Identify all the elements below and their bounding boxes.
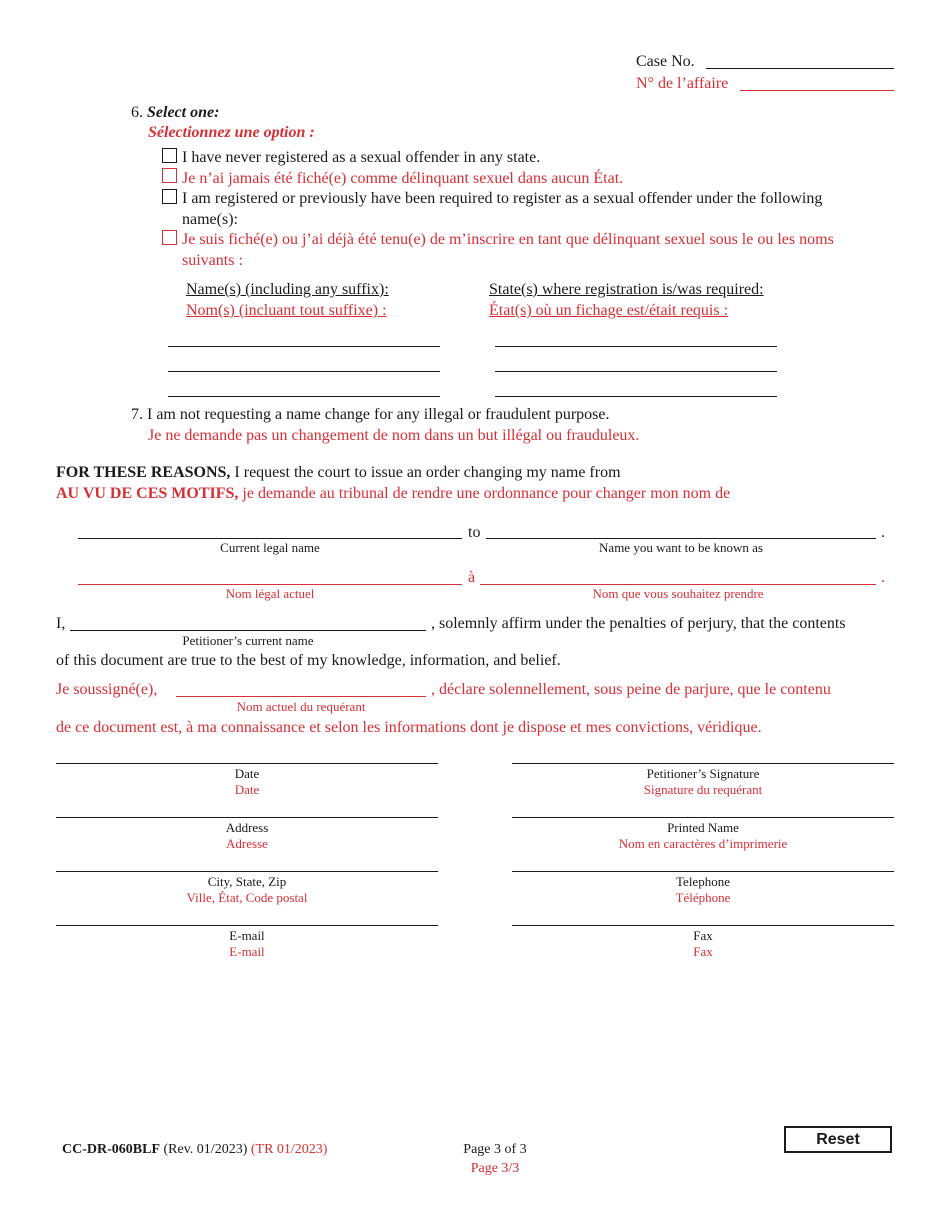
date-label: Date xyxy=(234,766,260,781)
page-label-fr: Page 3/3 xyxy=(470,1161,520,1176)
printed-name-label-fr: Nom en caractères d’imprimerie xyxy=(618,836,788,851)
fax-label-fr: Fax xyxy=(693,944,713,959)
item6-title: Select one: xyxy=(147,104,220,121)
item6-title-fr: Sélectionnez une option : xyxy=(148,124,315,141)
signature-caption xyxy=(512,766,894,798)
city-state-zip-label-fr: Ville, État, Code postal xyxy=(186,890,308,905)
names-header: Name(s) (including any suffix): xyxy=(186,281,389,298)
item7-text: 7. I am not requesting a name change for any illegal or fraudulent purpose. xyxy=(131,406,610,423)
affirm-after-fr: , déclare solennellement, sous peine de parjure, que le contenu xyxy=(431,681,831,698)
address-caption xyxy=(56,820,438,852)
case-no-underline-fr xyxy=(740,90,894,91)
city-state-zip-caption xyxy=(56,874,438,906)
names-header-fr: Nom(s) (incluant tout suffixe) : xyxy=(186,302,387,319)
name-line-1[interactable] xyxy=(168,346,440,365)
signature-label: Petitioner’s Signature xyxy=(646,766,760,781)
email-label: E-mail xyxy=(229,928,265,943)
reasons-bold-fr: AU VU DE CES MOTIFS, xyxy=(56,485,239,502)
printed-name-label: Printed Name xyxy=(667,820,739,835)
option2-text-fr-line2: suivants : xyxy=(182,252,243,269)
fax-caption xyxy=(512,928,894,960)
new-name-caption: Name you want to be known as xyxy=(599,540,763,555)
option2-text-fr-line1: Je suis fiché(e) ou j’ai déjà été tenu(e) de m’inscrire en tant que délinquant sexuel sous le ou les noms xyxy=(182,231,834,248)
name-line-2[interactable] xyxy=(168,371,440,390)
form-rev: (Rev. 01/2023) xyxy=(160,1142,248,1157)
affirm-line2-fr: de ce document est, à ma connaissance et selon les informations dont je dispose et mes convictions, véridique. xyxy=(56,719,762,736)
reasons-text xyxy=(56,463,621,483)
reset-button[interactable]: Reset xyxy=(784,1126,892,1153)
address-label-fr: Adresse xyxy=(226,836,268,851)
reasons-rest: I request the court to issue an order changing my name from xyxy=(230,464,621,481)
affirm-line2: of this document are true to the best of my knowledge, information, and belief. xyxy=(56,652,561,669)
current-legal-name-caption: Current legal name xyxy=(220,540,320,555)
telephone-label-fr: Téléphone xyxy=(675,890,731,905)
states-header: State(s) where registration is/was required: xyxy=(489,281,764,298)
reasons-text-fr xyxy=(56,484,730,504)
case-no-label-fr: N° de l’affaire xyxy=(636,75,729,92)
page-number xyxy=(430,1140,560,1178)
form-tr: (TR 01/2023) xyxy=(247,1142,328,1157)
reasons-bold: FOR THESE REASONS, xyxy=(56,464,231,481)
form-id: CC-DR-060BLF xyxy=(62,1142,160,1157)
city-state-zip-label: City, State, Zip xyxy=(207,874,287,889)
signature-label-fr: Signature du requérant xyxy=(643,782,763,797)
period: . xyxy=(881,524,885,541)
affirm-after: , solemnly affirm under the penalties of perjury, that the contents xyxy=(431,615,846,632)
printed-name-caption xyxy=(512,820,894,852)
option1-checkbox-fr[interactable] xyxy=(162,168,177,183)
petitioner-name-caption: Petitioner’s current name xyxy=(182,633,314,648)
period-fr: . xyxy=(881,569,885,586)
affirm-i-label: I, xyxy=(56,615,66,632)
telephone-label: Telephone xyxy=(676,874,730,889)
date-caption xyxy=(56,766,438,798)
address-label: Address xyxy=(225,820,269,835)
option2-checkbox-fr[interactable] xyxy=(162,230,177,245)
new-name-caption-fr: Nom que vous souhaitez prendre xyxy=(592,586,764,601)
reasons-rest-fr: je demande au tribunal de rendre une ordonnance pour changer mon nom de xyxy=(238,485,731,502)
page-label: Page 3 of 3 xyxy=(463,1142,527,1157)
email-caption xyxy=(56,928,438,960)
telephone-caption xyxy=(512,874,894,906)
affirm-i-label-fr: Je soussigné(e), xyxy=(56,681,158,698)
item7-text-fr: Je ne demande pas un changement de nom dans un but illégal ou frauduleux. xyxy=(148,427,640,444)
item6-header xyxy=(131,103,219,123)
form-id-line xyxy=(62,1141,327,1159)
case-no-field[interactable] xyxy=(706,68,894,87)
states-header-fr: État(s) où un fichage est/était requis : xyxy=(489,302,729,319)
option1-text-fr: Je n’ai jamais été fiché(e) comme délinquant sexuel dans aucun État. xyxy=(182,170,624,187)
email-label-fr: E-mail xyxy=(229,944,265,959)
option1-checkbox[interactable] xyxy=(162,148,177,163)
item6-number: 6. xyxy=(131,104,143,121)
current-legal-name-caption-fr: Nom légal actuel xyxy=(225,586,315,601)
to-label: to xyxy=(468,524,481,541)
date-label-fr: Date xyxy=(234,782,260,797)
state-line-1[interactable] xyxy=(495,346,777,365)
option2-checkbox[interactable] xyxy=(162,189,177,204)
state-line-2[interactable] xyxy=(495,371,777,390)
option2-text-line2: name(s): xyxy=(182,211,238,228)
option2-text-line1: I am registered or previously have been required to register as a sexual offender under the following xyxy=(182,190,823,207)
to-label-fr: à xyxy=(468,569,476,586)
case-no-label: Case No. xyxy=(636,53,695,70)
fax-label: Fax xyxy=(693,928,713,943)
petitioner-name-caption-fr: Nom actuel du requérant xyxy=(236,699,366,714)
option1-text: I have never registered as a sexual offender in any state. xyxy=(182,149,541,166)
